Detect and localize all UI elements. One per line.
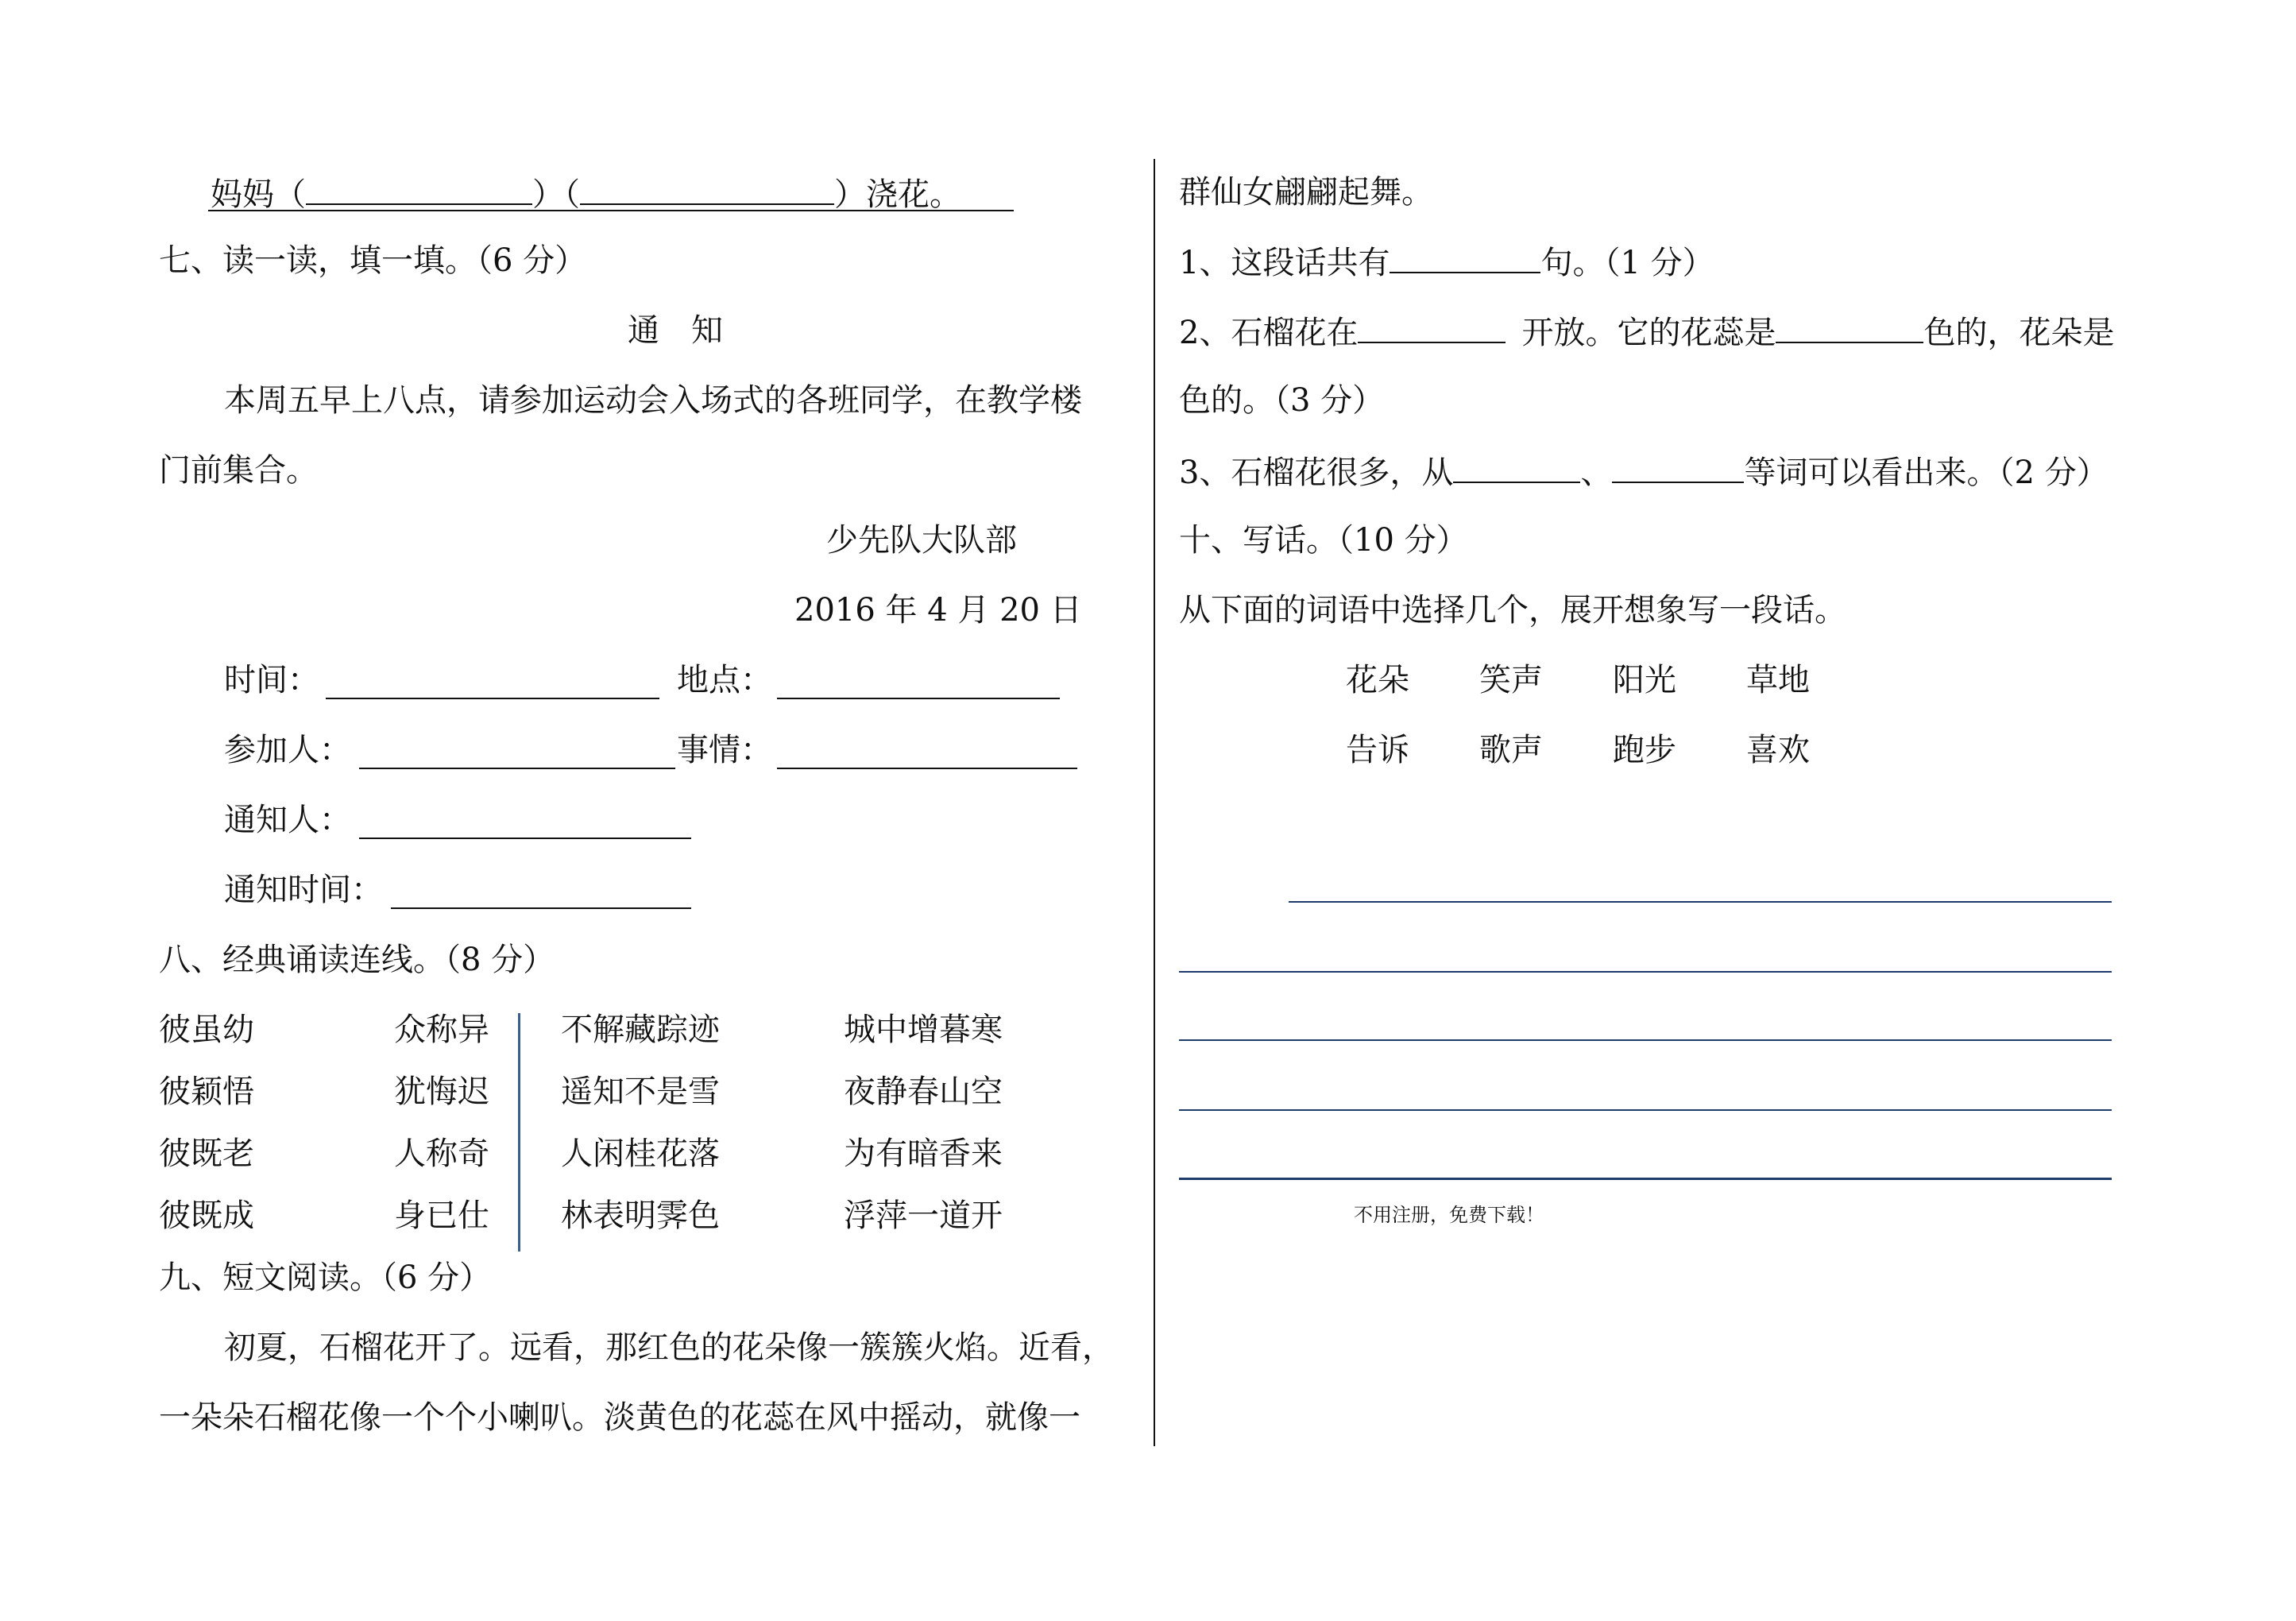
- match-col1-item: 彼既老: [159, 1135, 254, 1172]
- blank-1[interactable]: [306, 172, 532, 205]
- place-label: 地点：: [677, 662, 772, 698]
- word-item: 阳光: [1613, 662, 1676, 698]
- match-divider: [518, 1013, 520, 1252]
- section-10-title: 十、写话。（10 分）: [1179, 522, 1468, 559]
- section-8-title: 八、经典诵读连线。（8 分）: [159, 942, 555, 978]
- writing-line-3[interactable]: [1179, 1039, 2112, 1041]
- match-col3-item: 遥知不是雪: [561, 1074, 720, 1110]
- writing-line-4[interactable]: [1179, 1109, 2112, 1111]
- word-item: 笑声: [1479, 662, 1543, 698]
- column-divider: [1154, 159, 1155, 1446]
- match-col2-item: 犹悔迟: [394, 1074, 489, 1110]
- q3-blank-2[interactable]: [1612, 450, 1744, 483]
- blank-2[interactable]: [580, 172, 834, 205]
- word-item: 喜欢: [1746, 732, 1810, 768]
- footer-note: 不用注册，免费下载！: [1354, 1204, 1544, 1226]
- section-10-instructions: 从下面的词语中选择几个，展开想象写一段话。: [1179, 592, 1846, 629]
- time-blank[interactable]: [326, 698, 659, 699]
- q1-blank[interactable]: [1390, 240, 1540, 273]
- writing-line-1[interactable]: [1289, 901, 2112, 903]
- mom-line: 妈妈（ ）（ ）浇花。: [211, 172, 961, 215]
- match-col1-item: 彼虽幼: [159, 1012, 254, 1048]
- match-col1-item: 彼既成: [159, 1197, 254, 1234]
- match-col3-item: 不解藏踪迹: [561, 1012, 720, 1048]
- passage-line-1: 初夏，石榴花开了。远看，那红色的花朵像一簇簇火焰。近看，: [224, 1329, 1114, 1366]
- q2-blank-1[interactable]: [1358, 310, 1506, 343]
- word-item: 跑步: [1613, 732, 1676, 768]
- match-col3-item: 人闲桂花落: [561, 1135, 720, 1172]
- notice-title: 通 知: [628, 312, 723, 349]
- q3-blank-1[interactable]: [1453, 450, 1580, 483]
- match-col2-item: 身已仕: [394, 1197, 489, 1234]
- match-col3-item: 林表明霁色: [561, 1197, 720, 1234]
- mom-line-underline: [208, 210, 1014, 211]
- match-col4-item: 为有暗香来: [844, 1135, 1003, 1172]
- notice-time-blank[interactable]: [391, 907, 691, 909]
- word-item: 告诉: [1346, 732, 1409, 768]
- writing-line-5[interactable]: [1179, 1178, 2112, 1180]
- section-7-title: 七、读一读，填一填。（6 分）: [159, 242, 587, 279]
- place-blank[interactable]: [777, 698, 1060, 699]
- question-2-cont: 色的。（3 分）: [1179, 382, 1385, 419]
- word-item: 花朵: [1346, 662, 1409, 698]
- question-1: 1、这段话共有 句。（1 分）: [1179, 240, 1714, 284]
- passage-line-3: 群仙女翩翩起舞。: [1179, 174, 1433, 211]
- match-col2-item: 人称奇: [394, 1135, 489, 1172]
- time-label: 时间：: [224, 662, 319, 698]
- participants-label: 参加人：: [224, 732, 351, 768]
- writing-line-2[interactable]: [1179, 971, 2112, 973]
- participants-blank[interactable]: [359, 768, 675, 769]
- match-col4-item: 夜静春山空: [844, 1074, 1003, 1110]
- passage-line-2: 一朵朵石榴花像一个个小喇叭。淡黄色的花蕊在风中摇动，就像一: [159, 1399, 1080, 1436]
- section-9-title: 九、短文阅读。（6 分）: [159, 1259, 492, 1296]
- q2-blank-2[interactable]: [1776, 310, 1923, 343]
- matter-label: 事情：: [677, 732, 772, 768]
- notice-body-2: 门前集合。: [159, 452, 318, 489]
- notice-time-label: 通知时间：: [224, 872, 383, 908]
- matter-blank[interactable]: [777, 768, 1077, 769]
- notice-date: 2016 年 4 月 20 日: [794, 592, 1082, 629]
- question-3: 3、石榴花很多，从 、 等词可以看出来。（2 分）: [1179, 450, 2109, 493]
- match-col4-item: 城中增暮寒: [844, 1012, 1003, 1048]
- word-item: 草地: [1746, 662, 1810, 698]
- match-col2-item: 众称异: [394, 1012, 489, 1048]
- notice-signer: 少先队大队部: [826, 522, 1017, 559]
- notice-body-1: 本周五早上八点，请参加运动会入场式的各班同学，在教学楼: [224, 382, 1082, 419]
- match-col4-item: 浮萍一道开: [844, 1197, 1003, 1234]
- word-item: 歌声: [1479, 732, 1543, 768]
- notifier-blank[interactable]: [359, 838, 691, 839]
- match-col1-item: 彼颖悟: [159, 1074, 254, 1110]
- question-2: 2、石榴花在 开放。它的花蕊是 色的，花朵是: [1179, 310, 2114, 354]
- notifier-label: 通知人：: [224, 802, 351, 838]
